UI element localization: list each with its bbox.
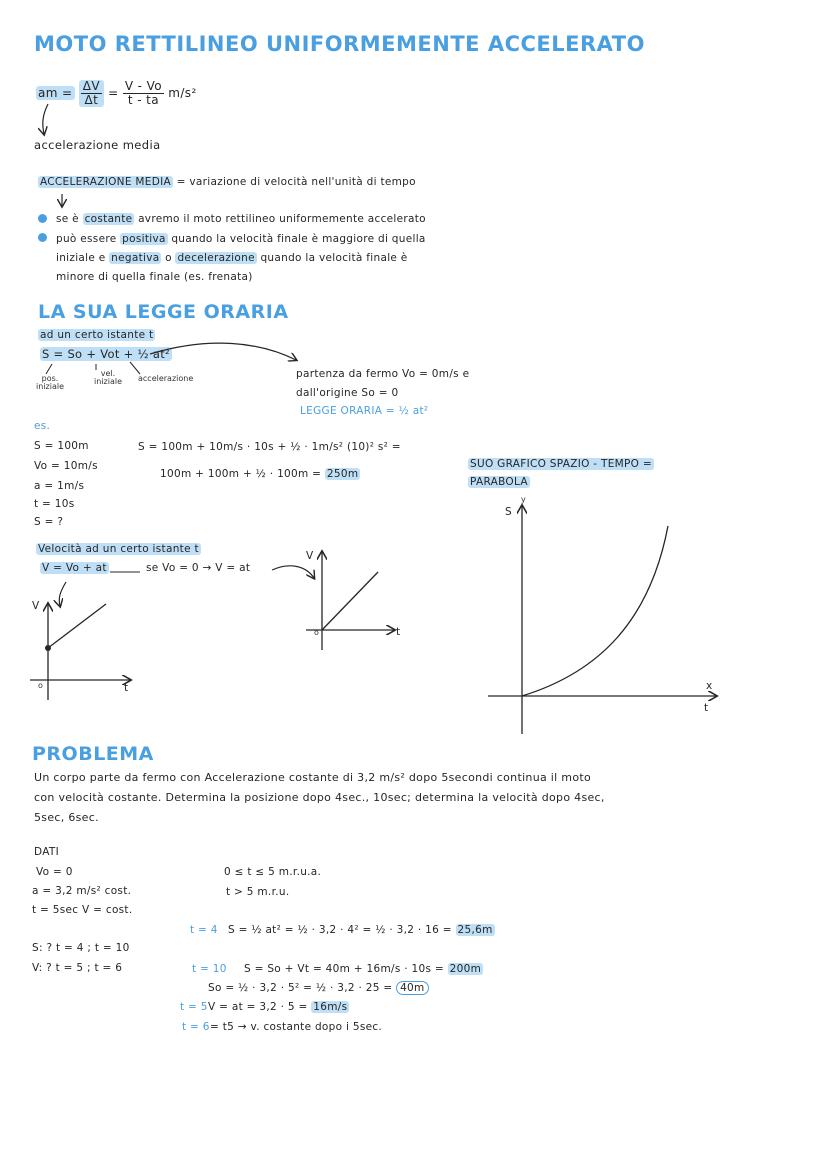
arrow-velocita-graph2 <box>272 566 314 578</box>
dati-line-2: a = 3,2 m/s² cost. <box>32 885 132 897</box>
definition-term: ACCELERAZIONE MEDIA <box>40 176 171 188</box>
parabola-y-label: S <box>505 506 512 518</box>
dati-line-5: V: ? t = 5 ; t = 6 <box>32 962 123 974</box>
graph2-t-label: t <box>396 626 401 638</box>
graph1-t-label: t <box>124 682 129 694</box>
note-legge-oraria-text: LEGGE ORARIA = ½ at² <box>300 405 429 417</box>
legge-oraria-heading: LA SUA LEGGE ORARIA <box>38 301 289 323</box>
bullet-2-line-3: minore di quella finale (es. frenata) <box>56 271 253 283</box>
tick-pos <box>46 364 52 374</box>
graph-velocita-1 <box>30 604 130 700</box>
arrow-am-down <box>43 104 48 134</box>
formula-am-num1: ΔV <box>82 79 100 93</box>
bullet-2-highlight-positiva: positiva <box>122 233 166 245</box>
bullet-1-post: avremo il moto rettilineo uniformemente accelerato <box>134 213 426 225</box>
bullet-2-mid: quando la velocità finale è maggiore di quella <box>167 233 426 245</box>
formula-am-eq: = <box>108 86 119 100</box>
sol-t10-calc-text: S = So + Vt = 40m + 16m/s · 10s = <box>244 963 445 975</box>
dati-heading: DATI <box>34 846 59 858</box>
tick-acc <box>130 362 140 374</box>
problema-line-1: Un corpo parte da fermo con Accelerazione costante di 3,2 m/s² dopo 5secondi continua il moto <box>34 771 591 784</box>
label-accelerazione: accelerazione <box>138 374 194 383</box>
page-title: MOTO RETTILINEO UNIFORMEMENTE ACCELERATO <box>34 32 645 56</box>
bullet-2-pre: può essere <box>56 233 121 245</box>
graph2-origin-label: o <box>314 628 319 637</box>
formula-am-unit: m/s² <box>168 86 197 100</box>
problema-heading: PROBLEMA <box>32 743 154 765</box>
definition-text: = variazione di velocità nell'unità di tempo <box>176 176 416 188</box>
accel-media-label: accelerazione media <box>34 138 161 152</box>
velocita-formula-text: V = Vo + at <box>42 562 107 574</box>
formula-am-den2: t - ta <box>127 93 160 107</box>
esempio-result: 250m <box>326 468 359 480</box>
graph-velocita-2 <box>306 552 394 650</box>
sol-so-calc-text: So = ½ · 3,2 · 5² = ½ · 3,2 · 25 = <box>208 982 393 994</box>
sol-t5-label: t = 5 <box>180 1001 208 1013</box>
graph-parabola <box>488 506 716 734</box>
dati-line-1: Vo = 0 <box>36 866 73 878</box>
grafico-spazio-line2: PARABOLA <box>470 476 528 488</box>
arrow-velocita-graph1 <box>59 582 66 606</box>
esempio-calc-1: S = 100m + 10m/s · 10s + ½ · 1m/s² (10)² s² = <box>138 441 401 453</box>
velocita-cond: se Vo = 0 → V = at <box>146 562 251 574</box>
velocita-heading-text: Velocità ad un certo istante t <box>38 543 199 555</box>
arrow-legge-oraria <box>150 343 296 360</box>
sol-t10-label: t = 10 <box>192 963 227 975</box>
formula-am-lhs: am = <box>38 86 73 100</box>
note-origine: dall'origine So = 0 <box>296 387 399 399</box>
formula-am-num2: V - Vo <box>124 79 163 93</box>
sol-t4-result: 25,6m <box>457 924 493 936</box>
bullet-2-line2-post: quando la velocità finale è <box>256 252 408 264</box>
bullet-2-highlight-decelerazione: decelerazione <box>177 252 255 264</box>
legge-oraria-formula-text: S = So + Vot + ½ at² <box>42 347 170 361</box>
esempio-given-3: a = 1m/s <box>34 480 85 492</box>
legge-oraria-subheading-text: ad un certo istante t <box>40 329 154 341</box>
bullet-1-highlight: costante <box>84 213 133 225</box>
formula-am-den1: Δt <box>84 93 99 107</box>
bullet-2-highlight-negativa: negativa <box>111 252 160 264</box>
label-pos-iniziale: pos. iniziale <box>36 374 64 391</box>
dati-line-4: S: ? t = 4 ; t = 10 <box>32 942 130 954</box>
esempio-label: es. <box>34 420 51 432</box>
parabola-y-label-2: y <box>521 495 526 504</box>
sol-so-result: 40m <box>396 981 429 995</box>
problema-line-3: 5sec, 6sec. <box>34 811 99 824</box>
note-partenza: partenza da fermo Vo = 0m/s e <box>296 368 470 380</box>
dati-range-2: t > 5 m.r.u. <box>226 886 290 898</box>
bullet-2-line2-mid: o <box>161 252 176 264</box>
graph1-v-label: V <box>32 600 40 612</box>
dati-range-1: 0 ≤ t ≤ 5 m.r.u.a. <box>224 866 322 878</box>
bullet-1-pre: se è <box>56 213 83 225</box>
sol-t5-calc-text: V = at = 3,2 · 5 = <box>208 1001 308 1013</box>
grafico-spazio-line1: SUO GRAFICO SPAZIO - TEMPO = <box>470 458 652 470</box>
dati-line-3: t = 5sec V = cost. <box>32 904 133 916</box>
esempio-given-4: t = 10s <box>34 498 75 510</box>
sol-t4-label: t = 4 <box>190 924 218 936</box>
bullet-2-line2-pre: iniziale e <box>56 252 110 264</box>
esempio-calc-2-pre: 100m + 100m + ½ · 100m = <box>160 468 322 480</box>
sol-t5-result: 16m/s <box>313 1001 348 1013</box>
sol-t6-label: t = 6 <box>182 1021 210 1033</box>
sol-t4-calc-text: S = ½ at² = ½ · 3,2 · 4² = ½ · 3,2 · 16 = <box>228 924 452 936</box>
parabola-t-label: t <box>704 702 709 714</box>
esempio-given-5: S = ? <box>34 516 64 528</box>
graph1-origin-label: o <box>38 681 43 690</box>
sol-t6-calc: = t5 → v. costante dopo i 5sec. <box>210 1021 383 1033</box>
graph2-v-label: V <box>306 550 314 562</box>
esempio-given-1: S = 100m <box>34 440 89 452</box>
problema-line-2: con velocità costante. Determina la posizione dopo 4sec., 10sec; determina la velocità dopo 4sec, <box>34 791 605 804</box>
esempio-given-2: Vo = 10m/s <box>34 460 98 472</box>
parabola-x-label: x <box>706 680 713 692</box>
sol-t10-result: 200m <box>449 963 482 975</box>
label-vel-iniziale: vel. iniziale <box>94 369 122 386</box>
